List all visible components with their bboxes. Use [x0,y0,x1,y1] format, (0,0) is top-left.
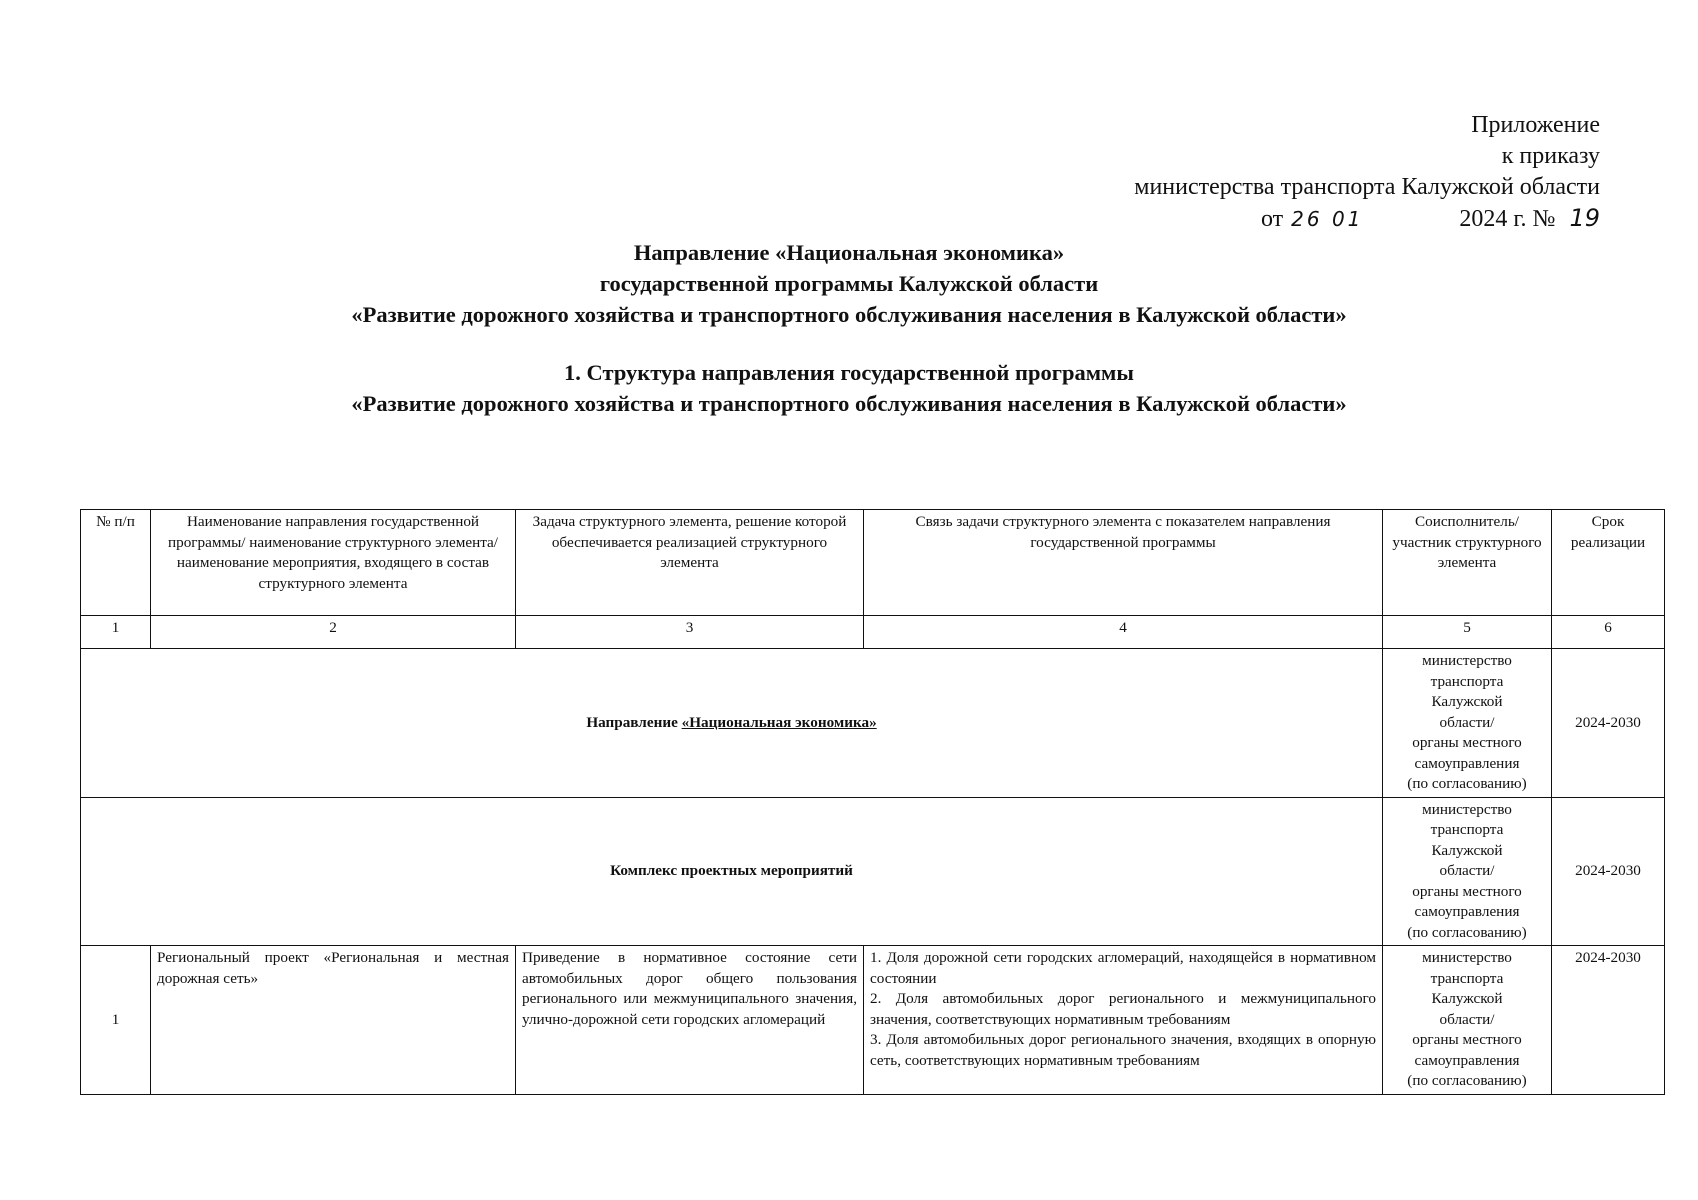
order-number-handwritten: 19 [1569,204,1600,232]
executor-line: министерство [1422,800,1512,818]
header-cell-num: № п/п [81,510,151,616]
executor-line: Калужской [1431,693,1503,710]
header-cell-name: Наименование направления государственной программы/ наименование структурного элемента/ наименование мероприятия, входящего в состав структурного элемента [151,510,516,616]
appendix-label: Приложение [1471,112,1600,138]
executor-line: (по согласованию) [1407,775,1527,792]
executor-line: органы местного [1412,1031,1522,1048]
direction-executor [1383,649,1552,798]
executor-line: министерство [1422,949,1512,966]
executor-line: транспорта [1430,821,1504,838]
appendix-header [1134,110,1600,235]
row-term: 2024-2030 [1552,946,1665,1095]
complex-label: Комплекс проектных мероприятий [81,797,1383,946]
order-date-line [1134,203,1600,235]
executor-line: области/ [1439,862,1495,879]
column-number: 1 [81,616,151,649]
direction-row [81,649,1665,798]
column-number-row [81,616,1665,649]
header-cell-task: Задача структурного элемента, решение которой обеспечивается реализацией структурного элемента [516,510,864,616]
title-line-3: «Развитие дорожного хозяйства и транспортного обслуживания населения в Калужской области» [351,302,1347,327]
executor-line: (по согласованию) [1407,923,1527,941]
column-number: 2 [151,616,516,649]
document-title [0,237,1698,330]
order-prefix: от [1260,206,1284,232]
column-number: 5 [1383,616,1552,649]
table-row [81,946,1665,1095]
order-reference: к приказу [1501,143,1600,169]
row-indicators [864,946,1383,1095]
indicator-item: 2. Доля автомобильных дорог регионального и межмуниципального значения, соответствующих нормативным требованиям [870,990,1376,1028]
direction-term: 2024-2030 [1552,649,1665,798]
column-number: 4 [864,616,1383,649]
executor-line: самоуправления [1414,754,1520,772]
row-number: 1 [81,946,151,1095]
row-task: Приведение в нормативное состояние сети автомобильных дорог общего пользования регионального или межмуниципального значения, улично-дорожной сети городских агломераций [516,946,864,1095]
executor-line: области/ [1439,1010,1495,1028]
header-cell-term: Срок реализации [1552,510,1665,616]
row-name: Региональный проект «Региональная и местная дорожная сеть» [151,946,516,1095]
executor-line: транспорта [1430,672,1504,690]
indicator-item: 3. Доля автомобильных дорог регионального значения, входящих в опорную сеть, соответствующих нормативным требованиям [870,1031,1376,1069]
section-title [0,357,1698,419]
section-title-line-1: 1. Структура направления государственной программы [564,360,1134,385]
column-number: 3 [516,616,864,649]
executor-line: Калужской [1431,990,1503,1007]
direction-label [81,649,1383,798]
structure-table [80,509,1665,1095]
executor-line: Калужской [1431,841,1503,859]
executor-line: органы местного [1412,734,1522,751]
direction-label-name: «Национальная экономика» [681,713,877,731]
column-number: 6 [1552,616,1665,649]
executor-line: самоуправления [1414,1051,1520,1069]
table-header-row [81,510,1665,616]
executor-line: (по согласованию) [1407,1072,1527,1089]
direction-label-prefix: Направление [586,713,682,731]
complex-row [81,797,1665,946]
executor-line: транспорта [1430,969,1504,987]
header-cell-indicators: Связь задачи структурного элемента с показателем направления государственной программы [864,510,1383,616]
order-date-handwritten: 26 01 [1291,207,1364,231]
complex-executor [1383,797,1552,946]
executor-line: самоуправления [1414,903,1520,920]
header-cell-executor: Соисполнитель/ участник структурного элемента [1383,510,1552,616]
complex-term: 2024-2030 [1552,797,1665,946]
title-line-1: Направление «Национальная экономика» [633,240,1065,265]
executor-line: министерство [1422,652,1512,669]
row-executor [1383,946,1552,1095]
ministry-name: министерства транспорта Калужской области [1134,174,1600,200]
section-title-line-2: «Развитие дорожного хозяйства и транспортного обслуживания населения в Калужской области» [351,391,1347,416]
executor-line: области/ [1439,713,1495,731]
title-line-2: государственной программы Калужской области [599,271,1099,296]
indicator-item: 1. Доля дорожной сети городских агломераций, находящейся в нормативном состоянии [870,949,1376,987]
executor-line: органы местного [1412,882,1522,900]
order-year: 2024 г. № [1459,206,1556,232]
